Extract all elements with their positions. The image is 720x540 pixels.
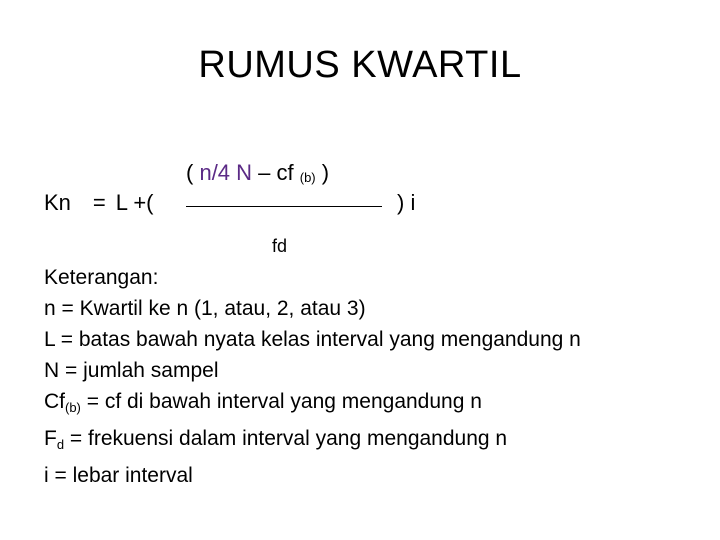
note-n: n = Kwartil ke n (1, atau, 2, atau 3) xyxy=(44,297,366,320)
formula-numerator xyxy=(186,160,329,186)
note-cf-rest: = cf di bawah interval yang mengandung n xyxy=(80,390,482,413)
formula-left-side xyxy=(44,190,154,216)
note-cf-prefix: Cf xyxy=(44,390,65,413)
fraction-bar xyxy=(186,206,382,207)
note-N: N = jumlah sampel xyxy=(44,359,219,382)
numerator-n4N: n/4 N xyxy=(199,160,253,185)
note-fd-prefix: F xyxy=(44,427,57,450)
note-fd-rest: = frekuensi dalam interval yang mengandung n xyxy=(64,427,508,450)
note-l: L = batas bawah nyata kelas interval yang mengandung n xyxy=(44,328,581,351)
formula-equals: = xyxy=(92,190,106,215)
formula-right-side: ) i xyxy=(397,190,416,215)
numerator-close-paren: ) xyxy=(315,160,330,185)
note-cf-subscript: (b) xyxy=(65,400,81,415)
numerator-cf-subscript: (b) xyxy=(299,170,316,185)
note-cf xyxy=(44,386,704,423)
formula-denominator: fd xyxy=(272,236,288,256)
numerator-open-paren: ( xyxy=(186,160,200,185)
numerator-minus-cf: – cf xyxy=(252,160,300,185)
notes-list xyxy=(44,262,704,491)
notes-heading: Keterangan: xyxy=(44,266,159,289)
note-i: i = lebar interval xyxy=(44,464,193,487)
note-fd-subscript: d xyxy=(56,437,65,452)
formula-kn: Kn xyxy=(44,190,71,215)
note-fd xyxy=(44,423,704,460)
formula-l-term: L +( xyxy=(115,190,154,215)
slide-title: RUMUS KWARTIL xyxy=(198,44,522,86)
